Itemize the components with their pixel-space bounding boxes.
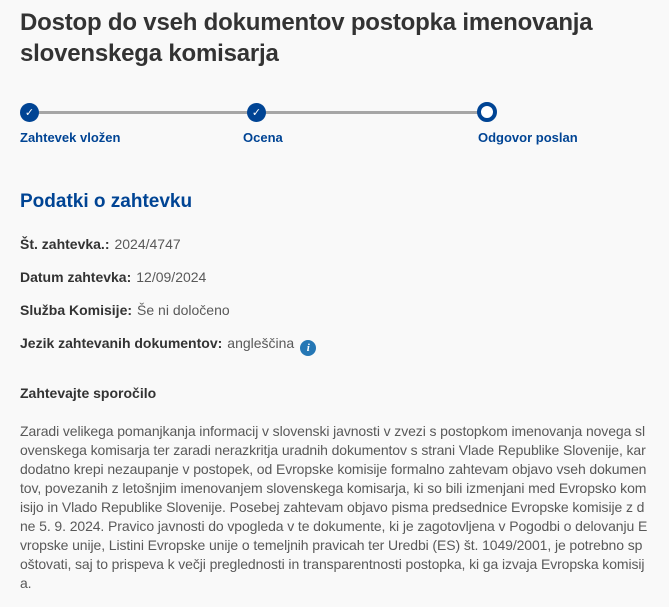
field-value: angleščina — [227, 335, 295, 351]
field-row-document-language — [20, 336, 649, 356]
step-1-label: Zahtevek vložen — [20, 130, 121, 145]
field-row-request-number — [20, 237, 649, 252]
field-row-commission-service — [20, 303, 649, 318]
field-label: Jezik zahtevanih dokumentov: — [20, 335, 223, 351]
field-label: Št. zahtevka.: — [20, 236, 110, 252]
message-body: Zaradi velikega pomanjkanja informacij v slovenski javnosti v zvezi s postopkom imenovanja novega slovenskega komisarja ter zaradi nerazkritja uradnih dokumentov s strani Vlade Republike Slovenije, kar dodatno krepi nezaupanje v postopek, od Evropske komisije formalno zahtevam objavo vseh dokumentov, povezanih z letošnjim imenovanjem slovenskega komisarja, ki so bili izmenjani med Evropsko komisijo in Vlado Republike Slovenije. Posebej zahtevam objavo pisma predsednice Evropske komisije z dne 5. 9. 2024. Pravico javnosti do vpogleda v te dokumente, ki je zagotovljena v Pogodbi o delovanju Evropske unije, Listini Evropske unije o temeljnih pravicah ter Uredbi (ES) št. 1049/2001, je potrebno spoštovati, saj to prispeva k večji preglednosti in transparentnosti postopka, ki ga izvaja Evropska komisija. — [20, 423, 648, 591]
step-1-circle — [20, 103, 39, 122]
step-3-label: Odgovor poslan — [478, 130, 578, 145]
request-details — [20, 237, 649, 356]
page-title: Dostop do vseh dokumentov postopka imenovanja slovenskega komisarja — [20, 9, 593, 67]
progress-stepper — [20, 103, 649, 145]
check-icon: ✓ — [24, 106, 35, 119]
field-value: Še ni določeno — [137, 302, 230, 318]
info-icon[interactable]: i — [300, 340, 316, 356]
details-heading: Podatki o zahtevku — [20, 191, 193, 212]
step-3-circle — [477, 102, 497, 122]
request-detail-page — [0, 7, 669, 593]
field-value: 2024/4747 — [114, 236, 181, 252]
message-heading: Zahtevajte sporočilo — [20, 385, 157, 401]
field-label: Datum zahtevka: — [20, 269, 132, 285]
field-value: 12/09/2024 — [136, 269, 207, 285]
step-2-circle — [247, 103, 266, 122]
field-label: Služba Komisije: — [20, 302, 133, 318]
check-icon: ✓ — [251, 106, 262, 119]
step-2-label: Ocena — [243, 130, 283, 145]
field-row-request-date — [20, 270, 649, 285]
